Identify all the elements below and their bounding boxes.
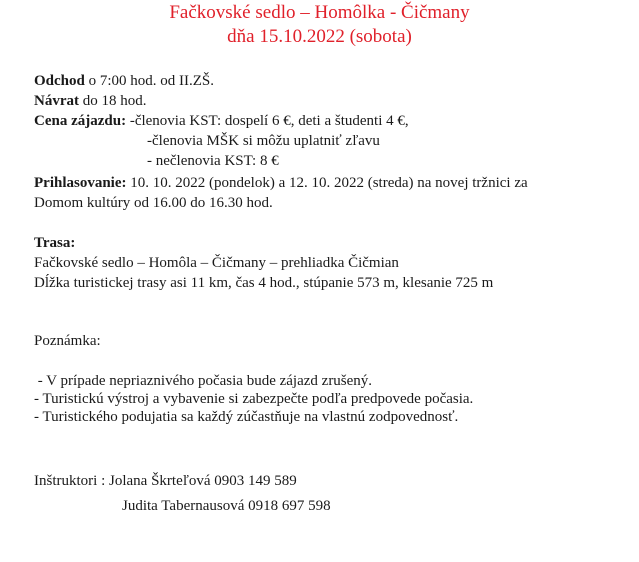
trip-date: dňa 15.10.2022 (sobota) xyxy=(227,26,412,47)
notes-label: Poznámka: xyxy=(34,333,101,349)
price-label: Cena zájazdu: xyxy=(34,113,127,129)
price-nonmembers: - nečlenovia KST: 8 € xyxy=(147,153,279,169)
note-item-weather: - V prípade nepriaznivého počasia bude zájazd zrušený. xyxy=(34,373,373,389)
route-label: Trasa: xyxy=(34,235,76,251)
departure-line xyxy=(34,72,214,90)
return-line xyxy=(34,92,147,110)
route-path: Fačkovské sedlo – Homôla – Čičmany – prehliadka Čičmian xyxy=(34,255,399,271)
return-value: do 18 hod. xyxy=(82,93,147,109)
registration-label: Prihlasovanie: xyxy=(34,175,127,191)
departure-label: Odchod xyxy=(34,73,85,89)
price-msk: -členovia MŠK si môžu uplatniť zľavu xyxy=(147,133,380,149)
price-line xyxy=(34,112,409,130)
return-label: Návrat xyxy=(34,93,79,109)
trip-title: Fačkovské sedlo – Homôlka - Čičmany xyxy=(169,2,470,23)
registration-dates: 10. 10. 2022 (pondelok) a 12. 10. 2022 (streda) na novej tržnici za xyxy=(130,175,528,191)
instructor-first: Jolana Škrteľová 0903 149 589 xyxy=(109,473,297,489)
note-item-responsibility: - Turistického podujatia sa každý zúčastňuje na vlastnú zodpovednosť. xyxy=(34,409,459,425)
instructors-line xyxy=(34,472,297,490)
instructors-label: Inštruktori : xyxy=(34,473,106,489)
instructor-second: Judita Tabernausová 0918 697 598 xyxy=(122,498,331,514)
registration-line xyxy=(34,174,528,192)
route-stats: Dĺžka turistickej trasy asi 11 km, čas 4 hod., stúpanie 573 m, klesanie 725 m xyxy=(34,275,494,291)
note-item-equipment: - Turistickú výstroj a vybavenie si zabezpečte podľa predpovede počasia. xyxy=(34,391,474,407)
registration-place: Domom kultúry od 16.00 do 16.30 hod. xyxy=(34,195,273,211)
price-members: -členovia KST: dospelí 6 €, deti a študenti 4 €, xyxy=(129,113,409,129)
departure-value: o 7:00 hod. od II.ZŠ. xyxy=(88,73,215,89)
